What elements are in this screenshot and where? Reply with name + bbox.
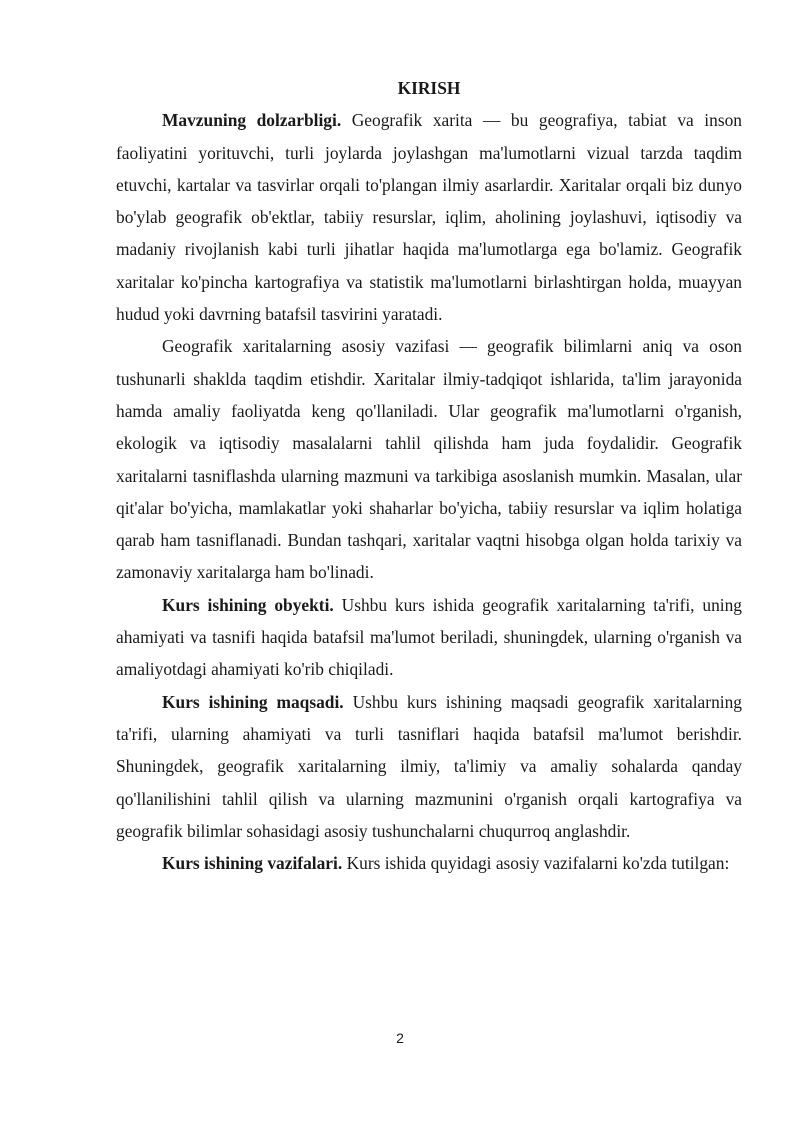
- paragraph-text: Ushbu kurs ishida geografik xaritalarning ta'rifi, uning ahamiyati va tasnifi haqida batafsil ma'lumot beriladi, shuningdek, ularning o'rganish va amaliyotdagi ahamiyati ko'rib chiqiladi.: [116, 594, 742, 680]
- paragraph-lead: Kurs ishining vazifalari.: [162, 853, 343, 874]
- paragraph-lead: Kurs ishining maqsadi.: [162, 691, 344, 712]
- paragraph-tasks: [116, 847, 742, 879]
- paragraph-lead: Mavzuning dolzarbligi.: [162, 110, 342, 131]
- paragraph-text: Kurs ishida quyidagi asosiy vazifalarni ko'zda tutilgan:: [342, 853, 730, 874]
- paragraph-text: Geografik xarita — bu geografiya, tabiat va inson faoliyatini yorituvchi, turli joylarda joylashgan ma'lumotlarni vizual tarzda taqdim etuvchi, kartalar va tasvirlar orqali to'plangan ilmiy asarlardir. Xaritalar orqali biz dunyo bo'ylab geografik ob'ektlar, tabiiy resurslar, iqlim, aholining joylashuvi, iqtisodiy va madaniy rivojlanish kabi turli jihatlar haqida ma'lumotlarga ega bo'lamiz. Geografik xaritalar ko'pincha kartografiya va statistik ma'lumotlarni birlashtirgan holda, muayyan hudud yoki davrning batafsil tasvirini yaratadi.: [116, 110, 742, 325]
- paragraph-relevance: [116, 104, 742, 330]
- paragraph-object: [116, 589, 742, 686]
- document-body: [116, 70, 742, 879]
- paragraph-lead: Kurs ishining obyekti.: [162, 594, 334, 615]
- paragraph-text: Ushbu kurs ishining maqsadi geografik xaritalarning ta'rifi, ularning ahamiyati va turli tasniflari haqida batafsil ma'lumot berishdir. Shuningdek, geografik xaritalarning ilmiy, ta'limiy va amaliy sohalarda qanday qo'llanilishini tahlil qilish va ularning mazmunini o'rganish orqali kartografiya va geografik bilimlar sohasidagi asosiy tushunchalarni chuqurroq anglashdir.: [116, 691, 742, 841]
- section-heading: KIRISH: [397, 78, 461, 98]
- paragraph-main-function: [116, 330, 742, 588]
- paragraph-goal: [116, 686, 742, 847]
- page-number: 2: [396, 1030, 404, 1046]
- paragraph-text: Geografik xaritalarning asosiy vazifasi — geografik bilimlarni aniq va oson tushunarli shaklda taqdim etishdir. Xaritalar ilmiy-tadqiqot ishlarida, ta'lim jarayonida hamda amaliy faoliyatda keng qo'llaniladi. Ular geografik ma'lumotlarni o'rganish, ekologik va iqtisodiy masalalarni tahlil qilishda ham juda foydalidir. Geografik xaritalarni tasniflashda ularning mazmuni va tarkibiga asoslanish mumkin. Masalan, ular qit'alar bo'yicha, mamlakatlar yoki shaharlar bo'yicha, tabiiy resurslar va iqlim holatiga qarab ham tasniflanadi. Bundan tashqari, xaritalar vaqtni hisobga olgan holda tarixiy va zamonaviy xaritalarga ham bo'linadi.: [116, 336, 742, 583]
